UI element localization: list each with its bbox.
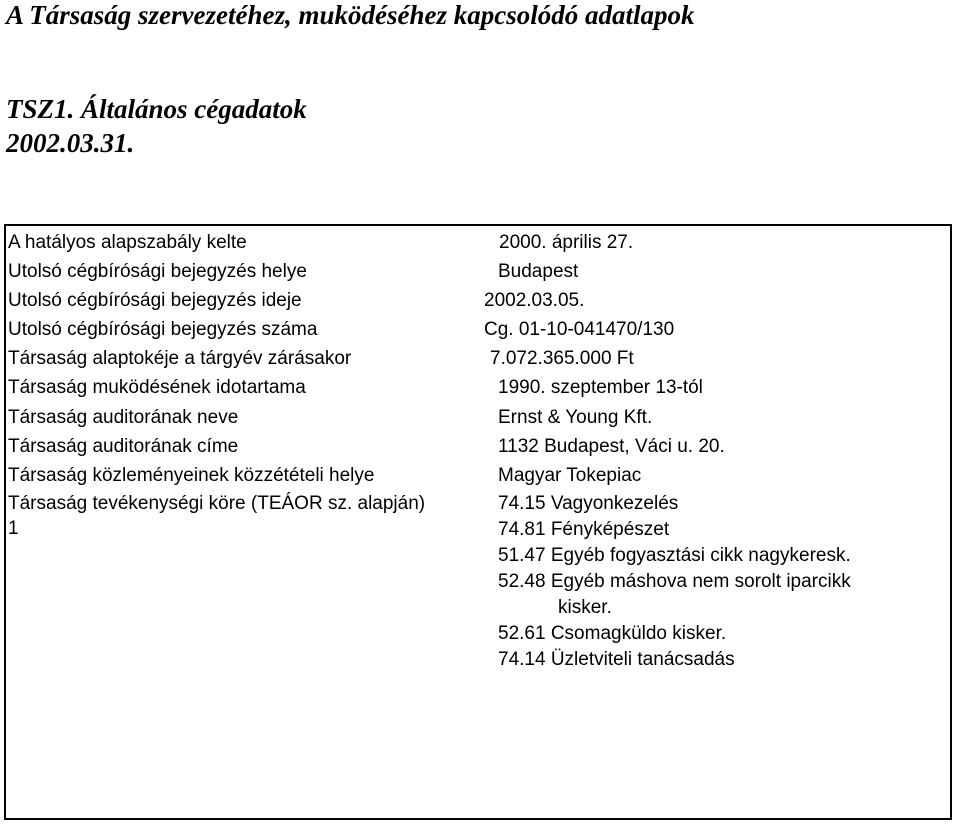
activity-scope-list [498,491,938,673]
row-value: 1132 Budapest, Váci u. 20. [498,436,725,457]
row-value: 1990. szeptember 13-tól [498,377,703,398]
activity-item: 74.15 Vagyonkezelés [498,493,679,514]
row-auditor-address [6,432,950,461]
activity-scope-label: Társaság tevékenységi köre (TEÁOR sz. alapján) 1 [8,493,426,539]
row-label: Társaság auditorának neve [8,407,239,428]
row-auditor-name [6,403,950,432]
row-label: Utolsó cégbírósági bejegyzés száma [8,319,318,340]
row-label: Utolsó cégbírósági bejegyzés helye [8,261,307,282]
row-value: Magyar Tokepiac [498,465,642,486]
row-value: Budapest [498,261,579,282]
activity-item: 74.81 Fényképészet [498,519,670,540]
row-value: Cg. 01-10-041470/130 [484,319,675,340]
activity-item: 74.14 Üzletviteli tanácsadás [498,649,735,670]
row-value: 2000. április 27. [499,232,634,253]
row-articles-date [6,228,950,257]
data-sheet-table [4,224,952,820]
row-share-capital [6,344,950,373]
activity-item: 51.47 Egyéb fogyasztási cikk nagykeresk. [498,545,851,566]
activity-item: 52.48 Egyéb máshova nem sorolt iparcikk kisker. [498,569,938,621]
row-registration-date [6,286,950,315]
row-label: A hatályos alapszabály kelte [8,232,247,253]
row-label: Társaság auditorának címe [8,436,239,457]
row-value: Ernst & Young Kft. [498,407,653,428]
row-label: Társaság muködésének idotartama [8,377,306,398]
activity-item-continuation: kisker. [558,597,612,618]
row-value: 2002.03.05. [484,290,585,311]
section-title: TSZ1. Általános cégadatok [6,94,307,124]
row-operation-duration [6,373,950,402]
section-date: 2002.03.31. [6,128,135,158]
document-title: A Társaság szervezetéhez, muködéséhez kapcsolódó adatlapok [6,0,695,30]
activity-item: 52.61 Csomagküldo kisker. [498,623,727,644]
row-label: Társaság közleményeinek közzétételi helye [8,465,375,486]
row-publication-place [6,461,950,490]
row-registration-number [6,315,950,344]
row-value: 7.072.365.000 Ft [490,348,634,369]
row-label: Társaság alaptokéje a tárgyév zárásakor [8,348,352,369]
row-label: Utolsó cégbírósági bejegyzés ideje [8,290,302,311]
row-registration-place [6,257,950,286]
